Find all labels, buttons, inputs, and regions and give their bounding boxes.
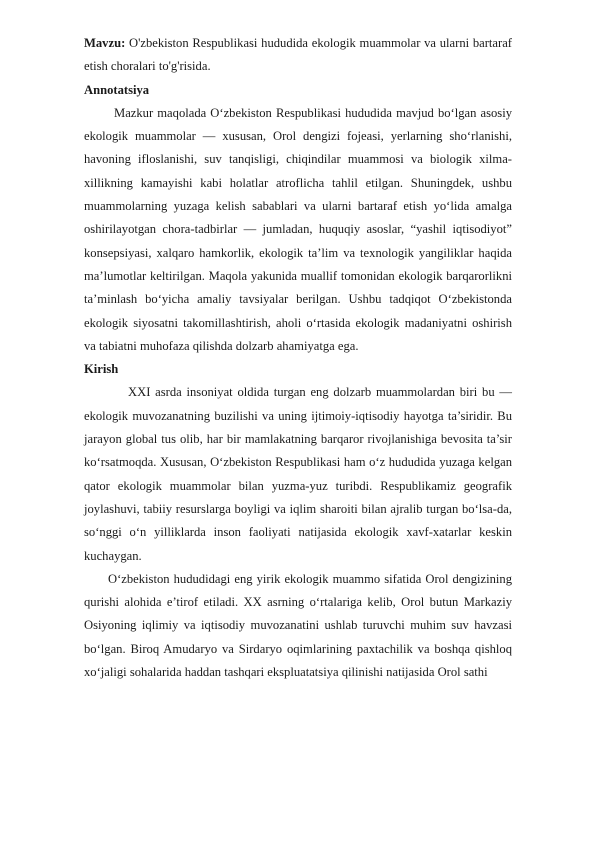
topic-line bbox=[84, 32, 512, 79]
intro-paragraph-1: XXI asrda insoniyat oldida turgan eng dolzarb muammolardan biri bu — ekologik muvozanatning buzilishi va uning ijtimoiy-iqtisodiy hayotga ta’siridir. Bu jarayon global tus olib, har bir mamlakatning barqaror rivojlanishiga bevosita ta’sir ko‘rsatmoqda. Xususan, O‘zbekiston Respublikasi ham o‘z hududida yuzaga kelgan qator ekologik muammolar bilan yuzma-yuz turibdi. Respublikamiz geografik joylashuvi, tabiiy resurslarga boyligi va iqlim sharoiti bilan ajralib turgan bo‘lsa-da, so‘nggi o‘n yilliklarda inson faoliyati natijasida ekologik xavf-xatarlar keskin kuchaygan. bbox=[84, 385, 512, 563]
topic-text: O'zbekiston Respublikasi hududida ekologik muammolar va ularni bartaraf etish choralari to'g'risida. bbox=[84, 36, 512, 74]
document-page bbox=[84, 32, 512, 684]
abstract-heading: Annotatsiya bbox=[84, 82, 150, 97]
abstract-paragraph: Mazkur maqolada O‘zbekiston Respublikasi hududida mavjud bo‘lgan asosiy ekologik muammolar — xususan, Orol dengizi fojeasi, yerlarning sho‘rlanishi, havoning ifloslanishi, suv tanqisligi, chiqindilar muammosi va biologik xilma-xillikning kamayishi kabi holatlar atroflicha tahlil etilgan. Shuningdek, ushbu muammolarning yuzaga kelish sabablari va ularni bartaraf etish yo‘lida amalga oshirilayotgan chora-tadbirlar — jumladan, huquqiy asoslar, “yashil iqtisodiyot” konsepsiyasi, xalqaro hamkorlik, ekologik ta’lim va texnologik yangiliklar haqida ma’lumotlar keltirilgan. Maqola yakunida muallif tomonidan ekologik barqarorlikni ta’minlash bo‘yicha amaliy tavsiyalar berilgan. Ushbu tadqiqot O‘zbekistonda ekologik siyosatni takomillashtirish, aholi o‘rtasida ekologik madaniyatni oshirish va tabiatni muhofaza qilishda dolzarb ahamiyatga ega. bbox=[84, 105, 512, 353]
intro-heading: Kirish bbox=[84, 362, 119, 377]
intro-paragraph-2: O‘zbekiston hududidagi eng yirik ekologik muammo sifatida Orol dengizining qurishi alohida e’tirof etiladi. XX asrning o‘rtalariga kelib, Orol butun Markaziy Osiyoning iqlimiy va iqtisodiy muvozanatini ushlab turuvchi muhim suv havzasi bo‘lgan. Biroq Amudaryo va Sirdaryo oqimlarining paxtachilik va boshqa qishloq xo‘jaligi sohalarida haddan tashqari ekspluatatsiya qilinishi natijasida Orol sathi bbox=[84, 571, 512, 680]
topic-label: Mavzu: bbox=[84, 36, 126, 50]
